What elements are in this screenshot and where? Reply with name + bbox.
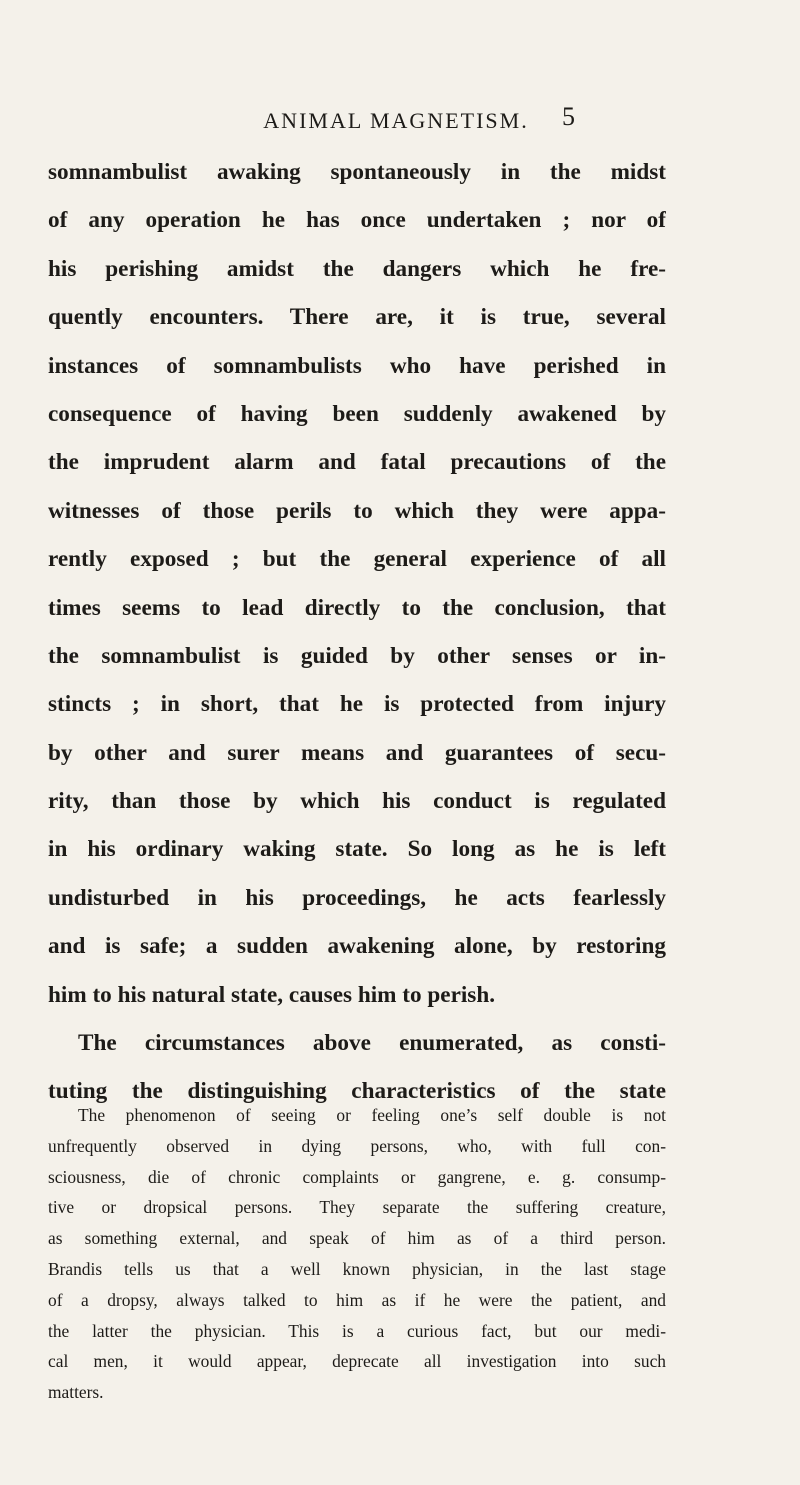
body-line: instances of somnambulists who have perished in <box>48 352 666 379</box>
footnote-line: sciousness, die of chronic complaints or gangrene, e. g. consump- <box>48 1166 666 1187</box>
footnote-line: unfrequently observed in dying persons, who, with full con- <box>48 1135 666 1156</box>
body-line: him to his natural state, causes him to perish. <box>48 981 496 1008</box>
footnote-line: tive or dropsical persons. They separate the suffering creature, <box>48 1197 666 1218</box>
body-line: the imprudent alarm and fatal precautions of the <box>48 449 666 476</box>
body-line: undisturbed in his proceedings, he acts fearlessly <box>48 884 666 911</box>
body-line: stincts ; in short, that he is protected from injury <box>48 691 666 718</box>
body-line: consequence of having been suddenly awakened by <box>48 400 666 427</box>
footnote-line: cal men, it would appear, deprecate all investigation into such <box>48 1351 666 1372</box>
body-line: The circumstances above enumerated, as consti- <box>78 1030 666 1057</box>
running-title: ANIMAL MAGNETISM. <box>263 108 529 133</box>
footnote-line: The phenomenon of seeing or feeling one’s self double is not <box>78 1105 666 1125</box>
body-line: quently encounters. There are, it is true, several <box>48 304 666 331</box>
footnote-line: of a dropsy, always talked to him as if he were the patient, and <box>48 1289 666 1310</box>
body-line: the somnambulist is guided by other senses or in- <box>48 642 666 669</box>
body-line: witnesses of those perils to which they were appa- <box>48 497 666 524</box>
body-line: somnambulist awaking spontaneously in the midst <box>48 159 666 185</box>
body-line: rity, than those by which his conduct is regulated <box>48 788 666 815</box>
page-number: 5 <box>562 102 575 131</box>
body-line: his perishing amidst the dangers which he fre- <box>48 255 666 282</box>
body-line: in his ordinary waking state. So long as he is left <box>48 836 666 863</box>
footnote-line: the latter the physician. This is a curious fact, but our medi- <box>48 1320 666 1341</box>
footnote-line: Brandis tells us that a well known physician, in the last stage <box>48 1258 666 1279</box>
body-line: of any operation he has once undertaken ; nor of <box>48 207 666 234</box>
footnote <box>48 1100 666 1408</box>
body-line: rently exposed ; but the general experience of all <box>48 546 666 573</box>
body-line: and is safe; a sudden awakening alone, by restoring <box>48 933 666 960</box>
body-text <box>48 148 666 1116</box>
running-head <box>0 102 800 142</box>
footnote-line: as something external, and speak of him as of a third person. <box>48 1228 666 1249</box>
body-line: tuting the distinguishing characteristics of the state <box>48 1078 666 1105</box>
body-line: by other and surer means and guarantees of secu- <box>48 739 666 766</box>
footnote-line: matters. <box>48 1382 104 1403</box>
body-line: times seems to lead directly to the conclusion, that <box>48 594 666 621</box>
